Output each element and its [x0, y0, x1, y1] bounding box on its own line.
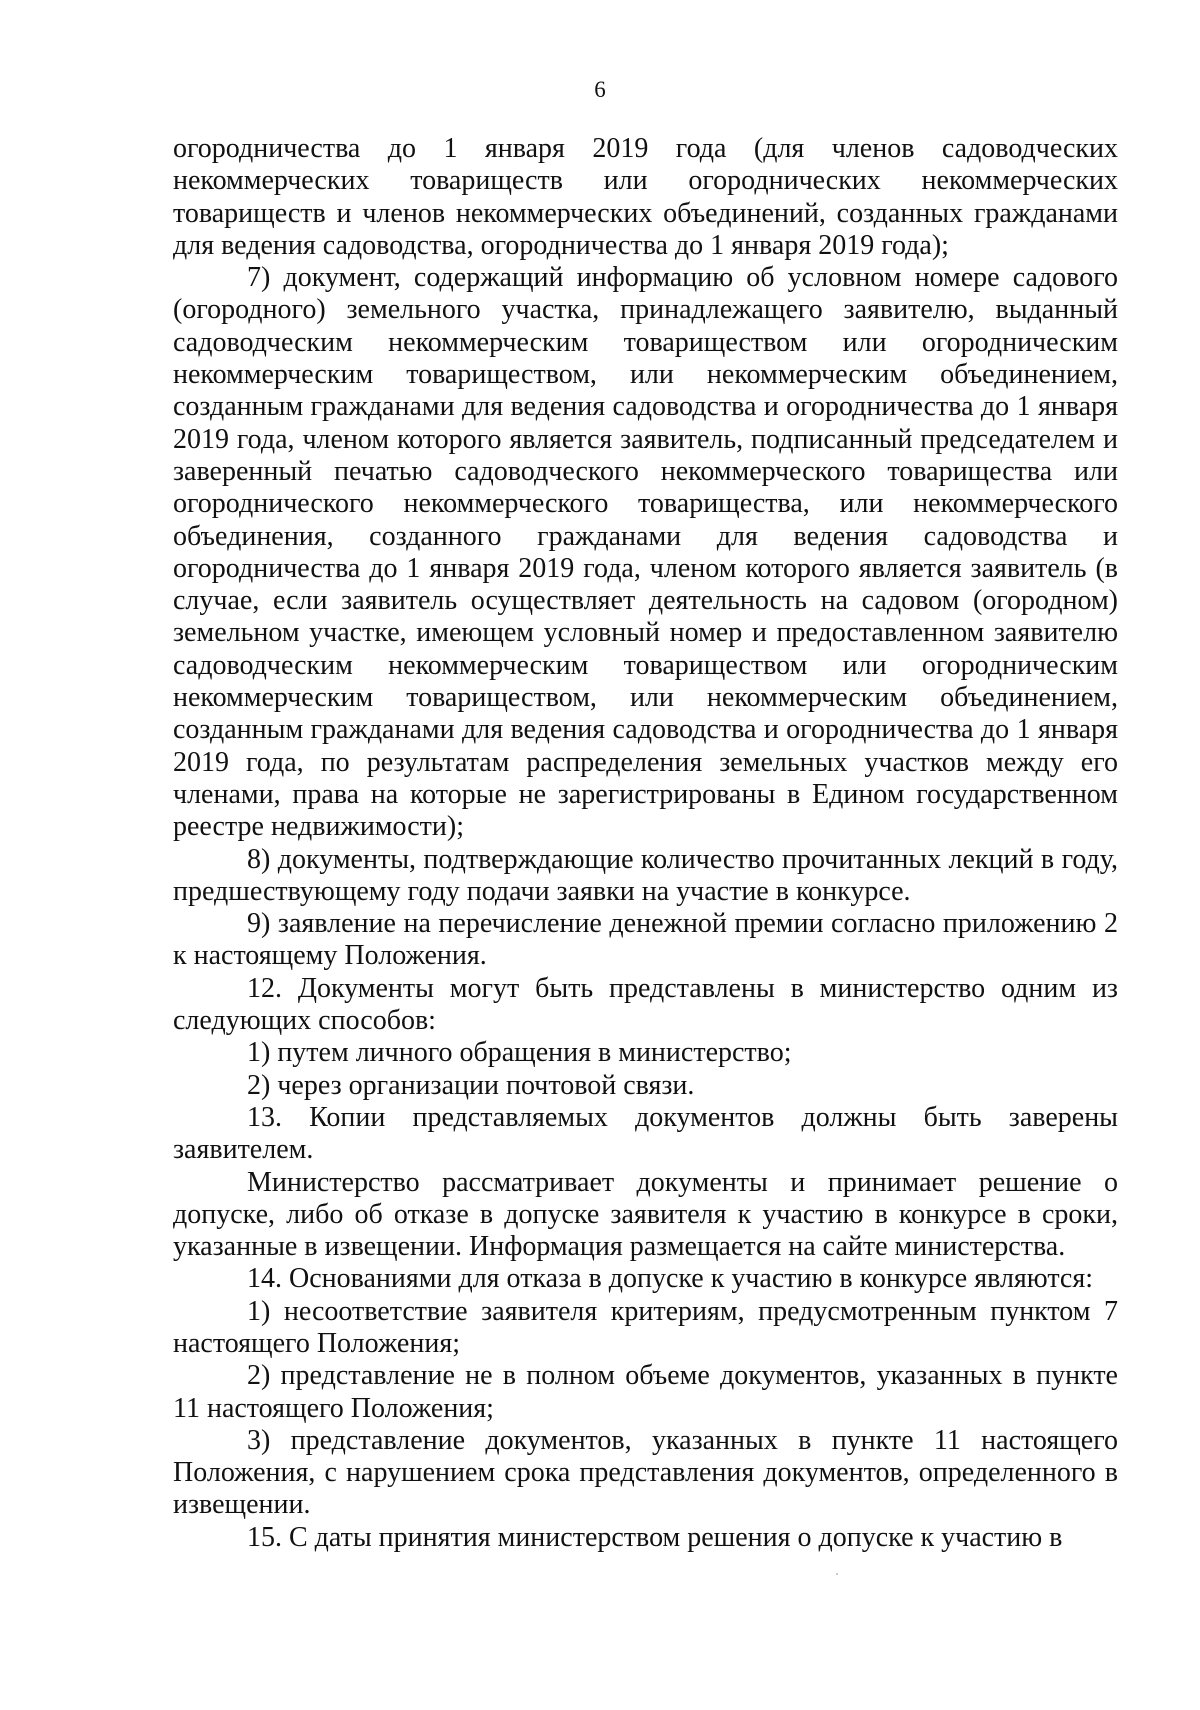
paragraph-clause-14-item-3: 3) представление документов, указанных в пункте 11 настоящего Положения, с нарушением срока представления документов, определенного в извещении. — [173, 1424, 1118, 1521]
paragraph-clause-13: 13. Копии представляемых документов должны быть заверены заявителем. — [173, 1101, 1118, 1166]
paragraph-clause-15: 15. С даты принятия министерством решения о допуске к участию в — [247, 1521, 1063, 1553]
paragraph-item-7: 7) документ, содержащий информацию об условном номере садового (огородного) земельного участка, принадлежащего заявителю, выданный садоводческим некоммерческим товариществом или огородническим некоммерческим товариществом, или некоммерческим объединением, созданным гражданами для ведения садоводства и огородничества до 1 января 2019 года, членом которого является заявитель, подписанный председателем и заверенный печатью садоводческого некоммерческого товарищества или огороднического некоммерческого товарищества, или некоммерческого объединения, созданного гражданами для ведения садоводства и огородничества до 1 января 2019 года, членом которого является заявитель (в случае, если заявитель осуществляет деятельность на садовом (огородном) земельном участке, имеющем условный номер и предоставленном заявителю садоводческим некоммерческим товариществом или огородническим некоммерческим товариществом, или некоммерческим объединением, созданным гражданами для ведения садоводства и огородничества до 1 января 2019 года, по результатам распределения земельных участков между его членами, права на которые не зарегистрированы в Едином государственном реестре недвижимости); — [173, 262, 1118, 843]
paragraph-clause-14: 14. Основаниями для отказа в допуске к участию в конкурсе являются: — [247, 1263, 1094, 1295]
paragraph-clause-12: 12. Документы могут быть представлены в министерство одним из следующих способов: — [173, 972, 1118, 1037]
paragraph-item-8: 8) документы, подтверждающие количество прочитанных лекций в году, предшествующему году подачи заявки на участие в конкурсе. — [173, 843, 1118, 907]
paragraph-ministry-review: Министерство рассматривает документы и принимает решение о допуске, либо об отказе в допуске заявителя к участию в конкурсе в сроки, указанные в извещении. Информация размещается на сайте министерства. — [173, 1166, 1118, 1263]
paragraph-clause-14-item-1: 1) несоответствие заявителя критериям, предусмотренным пунктом 7 настоящего Положения; — [173, 1295, 1118, 1359]
page-number: 6 — [594, 77, 606, 102]
scan-speck — [836, 1573, 838, 1575]
document-body — [173, 133, 1118, 1554]
paragraph-clause-12-item-2: 2) через организации почтовой связи. — [247, 1069, 695, 1101]
paragraph-continuation: огородничества до 1 января 2019 года (для членов садоводческих некоммерческих товариществ или огороднических некоммерческих товариществ и членов некоммерческих объединений, созданных гражданами для ведения садоводства, огородничества до 1 января 2019 года); — [173, 133, 1118, 261]
paragraph-clause-12-item-1: 1) путем личного обращения в министерство; — [247, 1037, 792, 1069]
paragraph-clause-14-item-2: 2) представление не в полном объеме документов, указанных в пункте 11 настоящего Положения; — [173, 1360, 1118, 1424]
paragraph-item-9: 9) заявление на перечисление денежной премии согласно приложению 2 к настоящему Положения. — [173, 908, 1118, 972]
